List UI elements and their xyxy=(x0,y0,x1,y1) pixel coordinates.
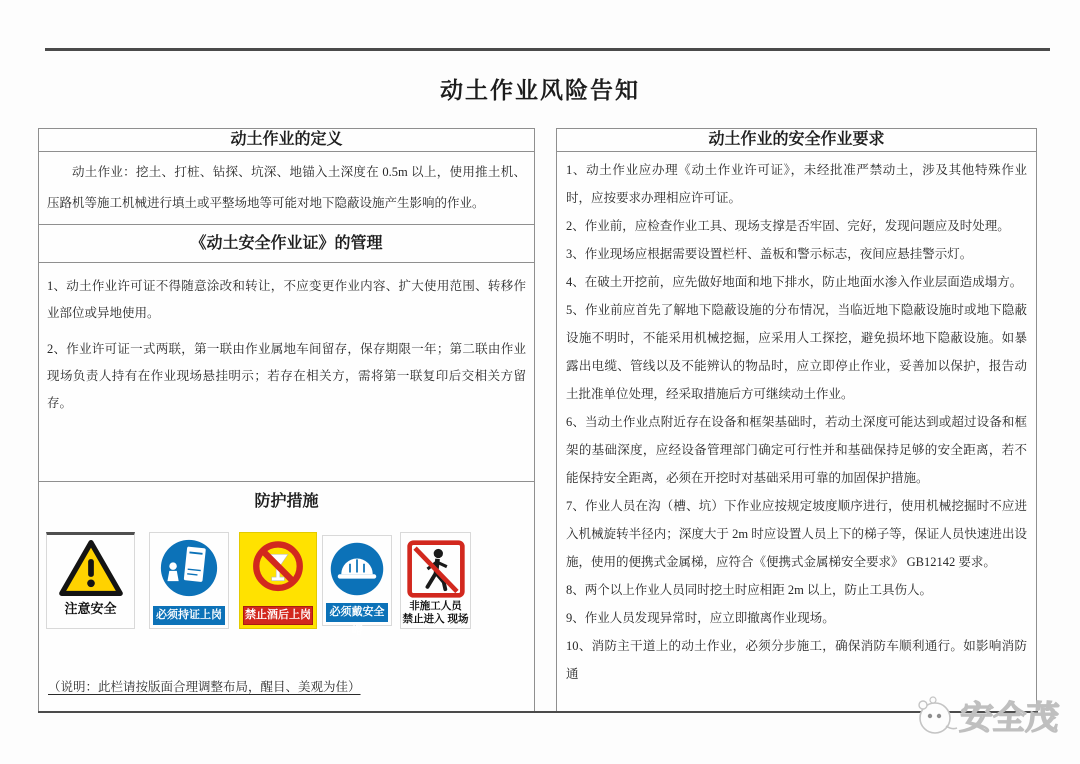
list-item: 1、动土作业应办理《动土作业许可证》，未经批准严禁动土，涉及其他特殊作业时，应按要求办理相应许可证。 xyxy=(566,163,1027,205)
brand-watermark-text: 安全茂 xyxy=(958,698,1061,736)
list-item: 7、作业人员在沟（槽、坑）下作业应按规定坡度顺序进行，使用机械挖掘时不应进入机械旋转半径内；深度大于 2m 时应设置人员上下的梯子等，保证人员快速进出设施，使用的便携式金属梯，应符合《便携式金属梯安全要求》 GB12142 要求。 xyxy=(566,499,1027,569)
sign-must-wear-helmet xyxy=(322,535,392,637)
sign-label: 注意安全 xyxy=(64,601,117,616)
sign-label: 禁止进入 现场 xyxy=(402,613,469,625)
layout-note: （说明：此栏请按版面合理调整布局，醒目、美观为佳） xyxy=(48,680,361,694)
section-header-protection: 防护措施 xyxy=(254,493,319,510)
permit-management-list xyxy=(39,263,534,482)
section-header-permit-management: 《动土安全作业证》的管理 xyxy=(39,225,534,263)
no-alcohol-icon xyxy=(249,538,307,598)
sign-banner: 禁止酒后上岗 xyxy=(243,606,313,625)
no-entry-icon xyxy=(404,538,468,600)
sign-label: 非施工人员 xyxy=(409,600,462,612)
list-item: 10、消防主干道上的动土作业，必须分步施工，确保消防车顺利通行。如影响消防通 xyxy=(566,639,1027,681)
sign-caution-safety xyxy=(46,532,135,629)
sign-banner: 必须戴安全帽 xyxy=(326,603,388,622)
bottom-rule xyxy=(38,711,1038,713)
safety-helmet-icon xyxy=(329,541,385,597)
sign-banner: 必须持证上岗 xyxy=(153,606,225,625)
list-item: 1、动土作业许可证不得随意涂改和转让，不应变更作业内容、扩大使用范围、转移作业部位或异地使用。 xyxy=(47,279,526,320)
definition-text: 动土作业：挖土、打桩、钻探、坑深、地锚入土深度在 0.5m 以上，使用推土机、压路机等施工机械进行填土或平整场地等可能对地下隐蔽设施产生影响的作业。 xyxy=(39,152,534,225)
sign-no-entry-non-workers xyxy=(400,532,471,629)
certificate-icon xyxy=(159,538,219,598)
brand-watermark xyxy=(912,690,1059,740)
list-item: 6、当动土作业点附近存在设备和框架基础时，若动土深度可能达到或超过设备和框架的基础深度，应经设备管理部门确定可行性并和基础保持足够的安全距离，若不能保持安全距离，必须在开挖时对基础采用可靠的加固保护措施。 xyxy=(566,415,1027,485)
mascot-icon xyxy=(912,690,958,740)
page-title: 动土作业风险告知 xyxy=(440,77,640,103)
sign-must-hold-certificate xyxy=(149,532,229,629)
list-item: 2、作业许可证一式两联，第一联由作业属地车间留存，保存期限一年；第二联由作业现场负责人持有在作业现场悬挂明示；若存在相关方，需将第一联复印后交相关方留存。 xyxy=(47,342,526,410)
list-item: 4、在破土开挖前，应先做好地面和地下排水，防止地面水渗入作业层面造成塌方。 xyxy=(566,275,1023,289)
list-item: 9、作业人员发现异常时，应立即撤离作业现场。 xyxy=(566,611,835,625)
list-item: 8、两个以上作业人员同时挖土时应相距 2m 以上，防止工具伤人。 xyxy=(566,583,932,597)
section-header-definition: 动土作业的定义 xyxy=(39,129,534,152)
warning-triangle-icon xyxy=(59,540,123,596)
definition-table xyxy=(38,128,535,712)
list-item: 3、作业现场应根据需要设置栏杆、盖板和警示标志，夜间应悬挂警示灯。 xyxy=(566,247,973,261)
list-item: 5、作业前应首先了解地下隐蔽设施的分布情况，当临近地下隐蔽设施时或地下隐蔽设施不明时，不能采用机械挖掘，应采用人工探挖，避免损坏地下隐蔽设施。如暴露出电缆、管线以及不能辨认的物品时，应立即停止作业，妥善加以保护，报告动土批准单位处理，经采取措施后方可继续动土作业。 xyxy=(566,303,1027,401)
top-rule xyxy=(45,48,1050,51)
list-item: 2、作业前，应检查作业工具、现场支撑是否牢固、完好，发现问题应及时处理。 xyxy=(566,219,1010,233)
sign-no-alcohol xyxy=(239,532,317,629)
protection-signs-area xyxy=(39,521,534,711)
section-header-requirements: 动土作业的安全作业要求 xyxy=(557,129,1036,152)
requirements-table xyxy=(556,128,1037,712)
requirements-list xyxy=(557,152,1036,711)
